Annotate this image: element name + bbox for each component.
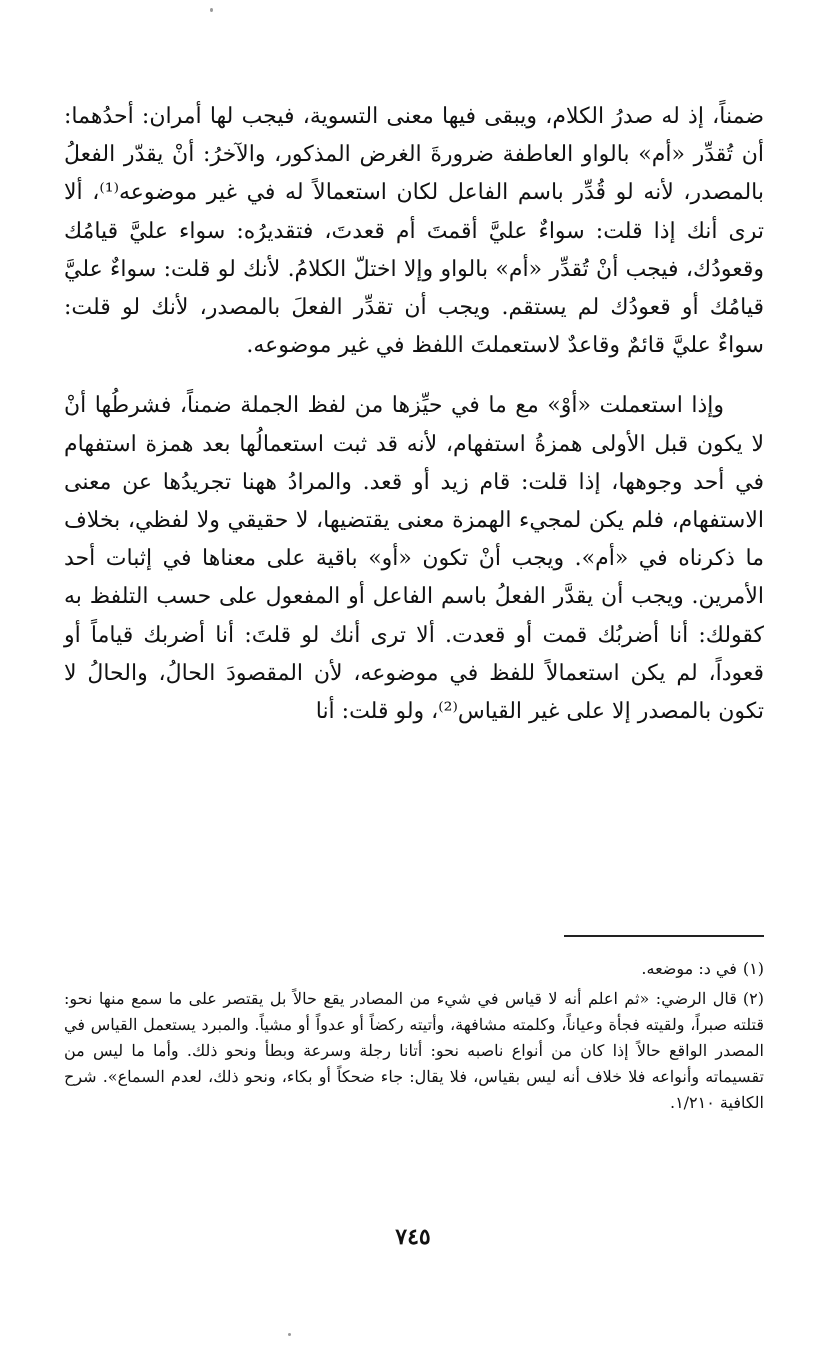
footnote-1 <box>64 956 764 982</box>
footnotes-section <box>64 956 764 1120</box>
scan-speck <box>288 1333 291 1336</box>
main-text-body <box>64 98 764 731</box>
footnote-text: قال الرضي: «ثم اعلم أنه لا قياس في شيء من المصادر يقع حالاً بل يقتصر على ما سمع منها نحو: قتلته صبراً، ولقيته فجأة وعياناً، وكلمته مشافهة، وأتيته ركضاً أو عدواً أو مشياً. والمبرد يستعمل القياس في المصدر الواقع حالاً إذا كان من أنواع ناصبه نحو: أتانا رجلة وسرعة وبطأ ونحو ذلك. وأما ما ليس من تقسيماته وأنواعه فلا خلاف أنه ليس بقياس، فلا يقال: جاء ضحكاً أو بكاء، ونحو ذلك، لعدم السماع». شرح الكافية ١/٢١٠. <box>64 989 765 1112</box>
scan-speck <box>210 8 213 12</box>
paragraph-1: ضمناً، إذ له صدرُ الكلام، ويبقى فيها معنى التسوية، فيجب لها أمران: أحدُهما: أن تُقدِّر «أم» بالواو العاطفة ضرورةَ الغرض المذكور، والآخرُ: أنْ يقدّر الفعلُ بالمصدر، لأنه لو قُدِّر باسم الفاعل لكان استعمالاً له في غير موضوعه⁽¹⁾، ألا ترى أنك إذا قلت: سواءٌ عليَّ أقمتَ أم قعدتَ، فتقديرُه: سواء عليَّ قيامُك وقعودُك، فيجب أنْ تُقدِّر «أم» بالواو وإلا اختلّ الكلامُ. لأنك لو قلت: سواءٌ عليَّ قيامُك أو قعودُك لم يستقم. ويجب أن تقدِّر الفعلَ بالمصدر، لأنك لو قلت: سواءٌ عليَّ قائمٌ وقاعدٌ لاستعملتَ اللفظ في غير موضوعه. <box>64 104 764 359</box>
page-number: ٧٤٥ <box>395 1224 431 1250</box>
footnote-number: (٢) <box>742 989 764 1008</box>
footnote-separator <box>564 935 764 937</box>
footnote-2 <box>64 986 764 1116</box>
footnote-text: في د: موضعه. <box>641 959 737 978</box>
paragraph-2: وإذا استعملت «أوْ» مع ما في حيِّزها من لفظ الجملة ضمناً، فشرطُها أنْ لا يكون قبل الأولى همزةُ استفهام، لأنه قد ثبت استعمالُها بعد همزة استفهام في أحد وجوهها، إذا قلت: قام زيد أو قعد. والمرادُ ههنا تجريدُها عن معنى الاستفهام، فلم يكن لمجيء الهمزة معنى يقتضيها، لا حقيقي ولا لفظي، بخلاف ما ذكرناه في «أم». ويجب أنْ تكون «أو» باقية على معناها في إثبات أحد الأمرين. ويجب أن يقدَّر الفعلُ باسم الفاعل أو المفعول على حسب التلفظ به كقولك: أنا أضربُك قمت أو قعدت. ألا ترى أنك لو قلتَ: أنا أضربك قياماً أو قعوداً، لم يكن استعمالاً للفظ في موضوعه، لأن المقصودَ الحالُ، والحالُ لا تكون بالمصدر إلا على غير القياس⁽²⁾، ولو قلت: أنا <box>64 393 764 725</box>
footnote-number: (١) <box>742 959 764 978</box>
